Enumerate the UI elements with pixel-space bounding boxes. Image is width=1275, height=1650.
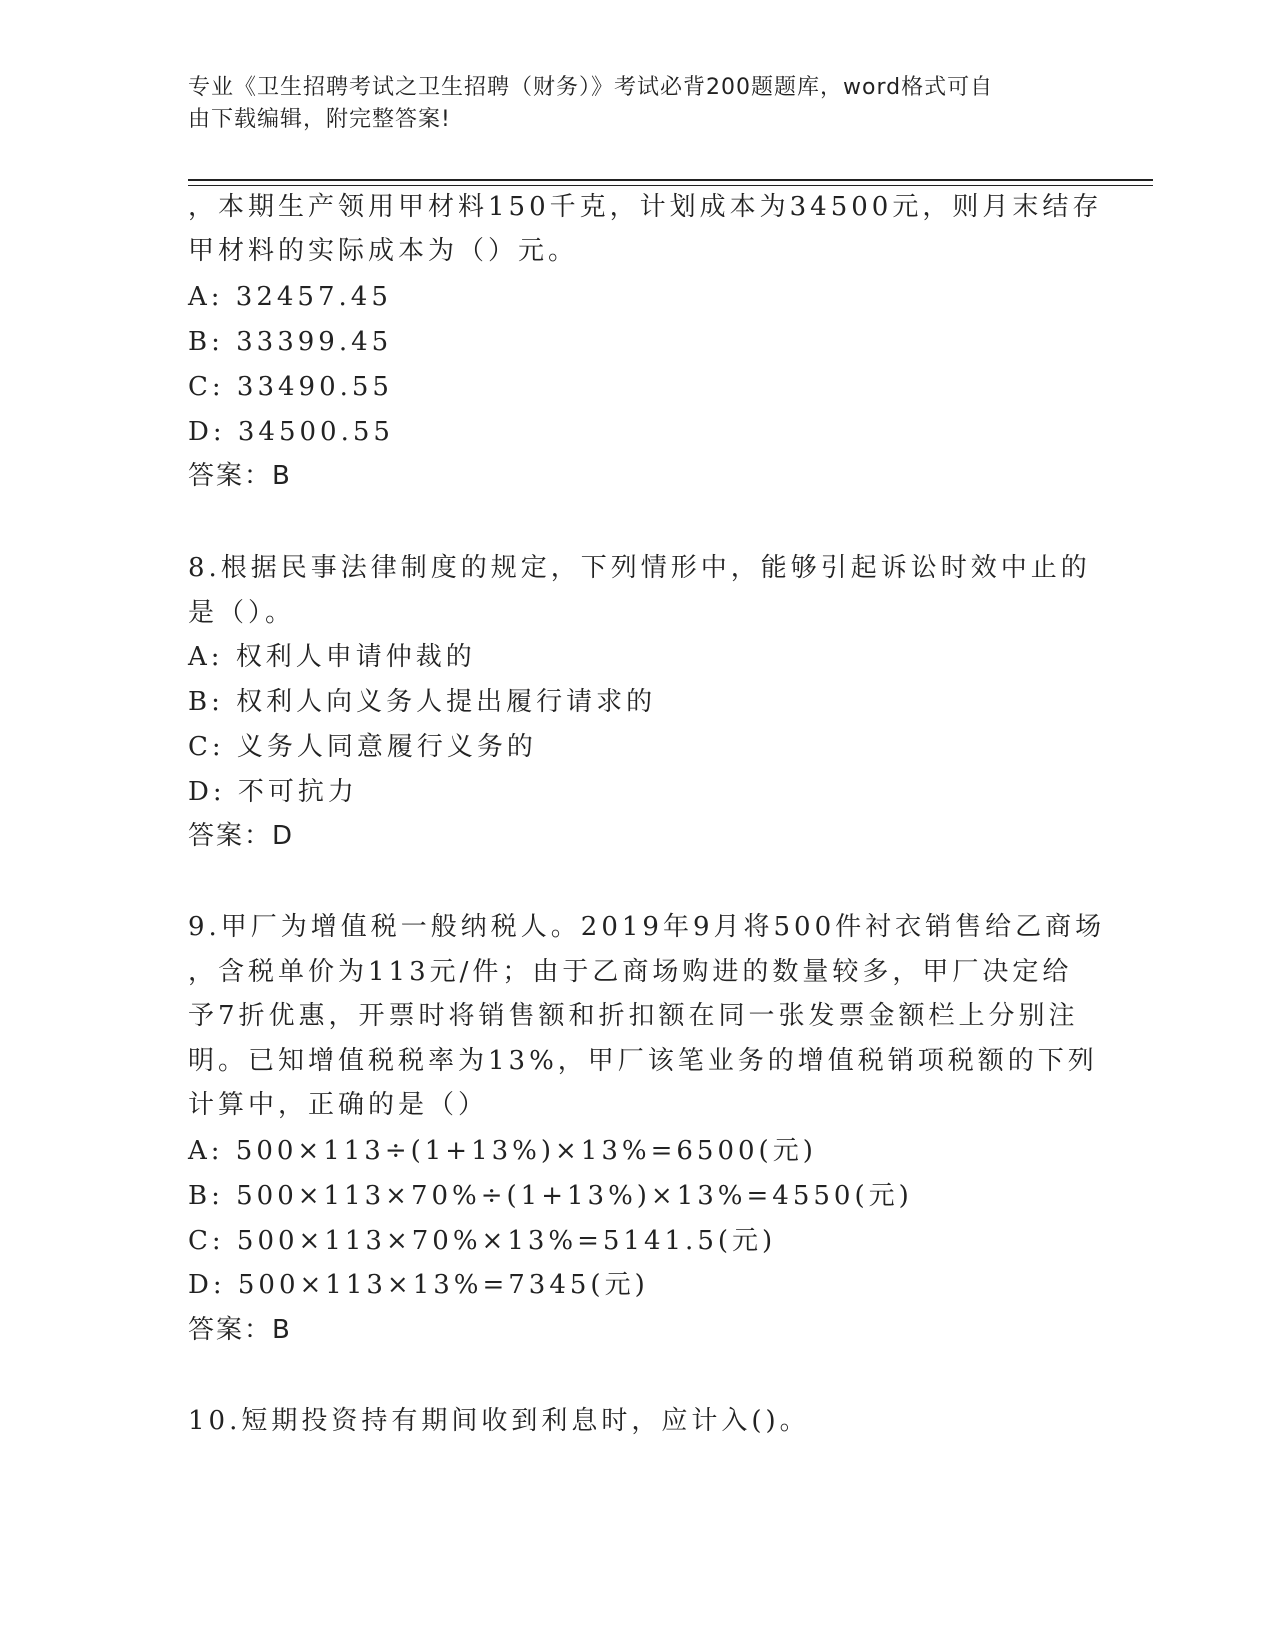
- q8-answer: 答案：D: [188, 821, 295, 851]
- q9-answer: 答案：B: [188, 1315, 292, 1345]
- q9-stem-line-3: 予7折优惠，开票时将销售额和折扣额在同一张发票金额栏上分别注: [188, 1001, 1079, 1031]
- q9-stem-line-5: 计算中，正确的是（）: [188, 1090, 489, 1120]
- q8-option-d: D: 不可抗力: [188, 777, 358, 807]
- q7-answer: 答案：B: [188, 461, 292, 491]
- q8-stem-line-2: 是（）。: [188, 598, 296, 628]
- q10-stem-line-1: 10.短期投资持有期间收到利息时，应计入()。: [188, 1406, 810, 1436]
- q9-option-a: A: 500×113÷(1+13%)×13%=6500(元): [188, 1136, 817, 1166]
- q8-option-a: A: 权利人申请仲裁的: [188, 642, 476, 672]
- q9-option-c: C: 500×113×70%×13%=5141.5(元): [188, 1226, 777, 1256]
- q7-stem-line-2: 甲材料的实际成本为（）元。: [188, 236, 579, 266]
- q7-option-b: B: 33399.45: [188, 327, 393, 357]
- q8-option-b: B: 权利人向义务人提出履行请求的: [188, 687, 657, 717]
- q9-option-d: D: 500×113×13%=7345(元): [188, 1270, 649, 1300]
- header-divider-thin: [188, 185, 1153, 186]
- q8-option-c: C: 义务人同意履行义务的: [188, 732, 537, 762]
- q9-option-b: B: 500×113×70%÷(1+13%)×13%=4550(元): [188, 1181, 913, 1211]
- q9-stem-line-1: 9.甲厂为增值税一般纳税人。2019年9月将500件衬衣销售给乙商场: [188, 912, 1106, 942]
- q7-option-a: A: 32457.45: [188, 282, 392, 312]
- q9-stem-line-2: ，含税单价为113元/件；由于乙商场购进的数量较多，甲厂决定给: [188, 957, 1073, 987]
- header-divider-thick: [188, 179, 1153, 181]
- q8-stem-line-1: 8.根据民事法律制度的规定，下列情形中，能够引起诉讼时效中止的: [188, 553, 1091, 583]
- header-title-line-2: 由下载编辑，附完整答案!: [188, 107, 451, 132]
- document-header: [188, 72, 1068, 136]
- q7-stem-line-1: ，本期生产领用甲材料150千克，计划成本为34500元，则月末结存: [188, 192, 1103, 222]
- q9-stem-line-4: 明。已知增值税税率为13%，甲厂该笔业务的增值税销项税额的下列: [188, 1046, 1098, 1076]
- q7-option-c: C: 33490.55: [188, 372, 393, 402]
- q7-option-d: D: 34500.55: [188, 417, 394, 447]
- header-title-line-1: 专业《卫生招聘考试之卫生招聘（财务）》考试必背200题题库，word格式可自: [188, 75, 994, 100]
